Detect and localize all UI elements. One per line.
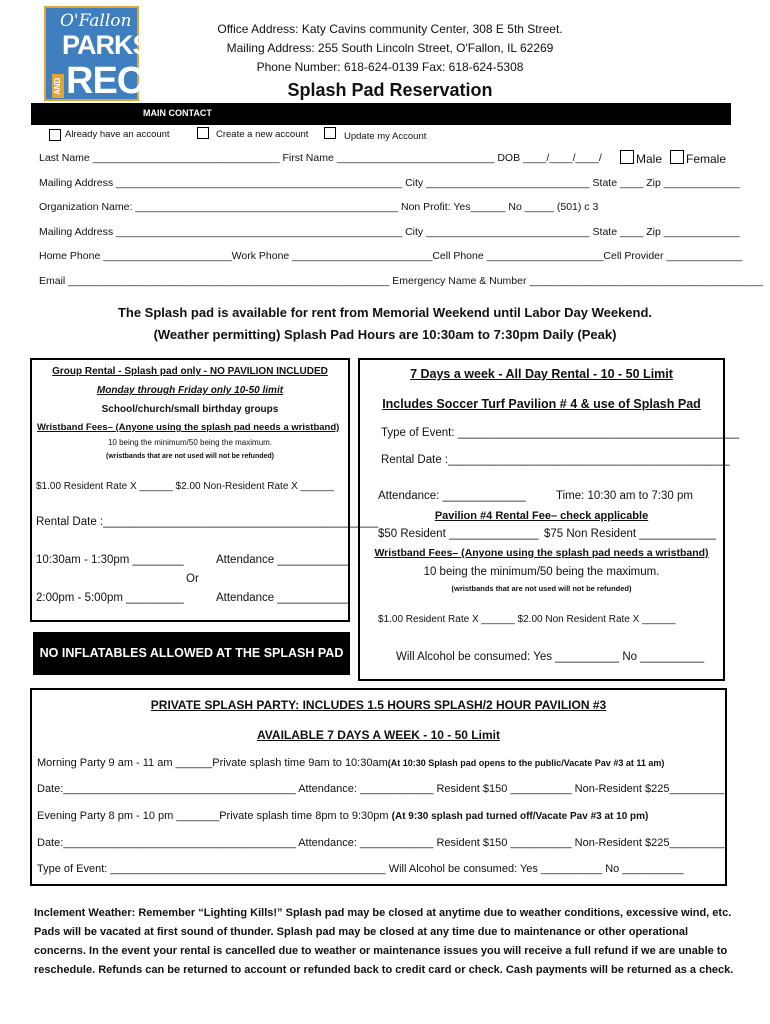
group-rental-heading: Group Rental - Splash pad only - NO PAVILION INCLUDED	[52, 366, 328, 377]
group-wristband-min-max: 10 being the minimum/50 being the maximum.	[107, 438, 273, 447]
page-title: Splash Pad Reservation	[287, 80, 493, 100]
inclement-weather-notice: Inclement Weather: Remember “Lighting Kills!” Splash pad may be closed at anytime due to weather conditions, excessive wind, etc. Pads will be vacated at first sound of thunder. Splash pad may be closed at any time due to maintenance or other operational concerns. In the event your rental is cancelled due to weather or maintenance issues you will receive a full refund if we are unable to reschedule. Refunds can be returned to account or refunded back to credit card or check. Cash payments will be returned as a check.	[34, 907, 734, 976]
availability-line-1: The Splash pad is available for rent from Memorial Weekend until Labor Day Weekend.	[117, 305, 653, 320]
private-type-alcohol-row[interactable]: Type of Event: _____________________________________________ Will Alcohol be consumed: Yes __________ No __________	[37, 863, 684, 875]
private-party-heading: PRIVATE SPLASH PARTY: INCLUDES 1.5 HOURS SPLASH/2 HOUR PAVILION #3	[150, 698, 607, 712]
all-day-time: Time: 10:30 am to 7:30 pm	[556, 490, 694, 502]
evening-party-row[interactable]	[37, 810, 648, 822]
morning-party-row[interactable]	[37, 757, 664, 769]
group-slot-2[interactable]: 2:00pm - 5:00pm _________	[36, 592, 184, 604]
name-dob-row[interactable]: Last Name ________________________________ First Name ___________________________ DOB ____/____/____/	[39, 152, 602, 164]
group-rental-groups: School/church/small birthday groups	[101, 404, 279, 415]
group-rate-row[interactable]: $1.00 Resident Rate X ______ $2.00 Non-Resident Rate X ______	[36, 481, 334, 492]
all-day-includes: Includes Soccer Turf Pavilion # 4 & use of Splash Pad	[382, 397, 701, 411]
mailing-address: Mailing Address: 255 South Lincoln Street, O'Fallon, IL 62269	[226, 41, 554, 55]
pavilion-fee-heading: Pavilion #4 Rental Fee– check applicable	[434, 510, 649, 522]
female-checkbox[interactable]	[670, 150, 684, 164]
evening-party-note: (At 9:30 splash pad turned off/Vacate Pav #3 at 10 pm)	[391, 811, 649, 822]
all-day-alcohol[interactable]: Will Alcohol be consumed: Yes __________ No __________	[396, 651, 705, 663]
all-day-type-of-event[interactable]: Type of Event: ____________________________________________	[381, 427, 740, 439]
logo-ofallon: O'Fallon	[60, 11, 132, 31]
availability-line-2: (Weather permitting) Splash Pad Hours are 10:30am to 7:30pm Daily (Peak)	[153, 327, 617, 342]
main-contact-label: MAIN CONTACT	[143, 108, 212, 118]
evening-date-row[interactable]: Date:______________________________________ Attendance: ____________ Resident $150 __________ Non-Resident $225_________	[37, 837, 725, 849]
morning-party-text: Morning Party 9 am - 11 am ______Private splash time 9am to 10:30am	[37, 757, 388, 769]
all-day-wristband-note: (wristbands that are not used will not be refunded)	[451, 584, 632, 593]
create-account-label: Create a new account	[216, 129, 309, 140]
mailing-address-row-1[interactable]: Mailing Address _________________________________________________ City ____________________________ State ____ Zip _____________	[39, 177, 740, 189]
private-party-availability: AVAILABLE 7 DAYS A WEEK - 10 - 50 Limit	[257, 728, 500, 742]
all-day-wristband-fees: Wristband Fees– (Anyone using the splash pad needs a wristband)	[374, 547, 709, 559]
office-address: Office Address: Katy Cavins community Center, 308 E 5th Street.	[217, 22, 563, 36]
group-slot-1[interactable]: 10:30am - 1:30pm ________	[36, 554, 184, 566]
male-checkbox[interactable]	[620, 150, 634, 164]
already-have-account-checkbox[interactable]	[49, 129, 61, 141]
phone-number: Phone Number: 618-624-0139 Fax: 618-624-5308	[256, 60, 524, 74]
evening-party-text: Evening Party 8 pm - 10 pm _______Private splash time 8pm to 9:30pm	[37, 810, 392, 822]
all-day-wristband-min-max: 10 being the minimum/50 being the maximum.	[423, 566, 660, 578]
create-account-checkbox[interactable]	[197, 127, 209, 139]
morning-party-note: (At 10:30 Splash pad opens to the public/Vacate Pav #3 at 11 am)	[387, 758, 665, 768]
pavilion-resident-fee[interactable]: $50 Resident ______________	[378, 528, 539, 540]
no-inflatables-banner: NO INFLATABLES ALLOWED AT THE SPLASH PAD	[33, 632, 350, 675]
logo-parks: PARKS	[62, 30, 150, 60]
update-account-label: Update my Account	[344, 131, 427, 142]
pavilion-nonresident-fee[interactable]: $75 Non Resident ____________	[544, 528, 717, 540]
mailing-address-row-2[interactable]: Mailing Address _________________________________________________ City ____________________________ State ____ Zip _____________	[39, 226, 740, 238]
logo-and: AND	[52, 74, 64, 98]
group-wristband-fees: Wristband Fees– (Anyone using the splash pad needs a wristband)	[37, 422, 340, 433]
organization-row[interactable]: Organization Name: _____________________________________________ Non Profit: Yes______ No _____ (501) c 3	[39, 201, 599, 213]
main-contact-bar	[31, 103, 731, 125]
female-label: Female	[686, 152, 727, 166]
already-have-account-label: Already have an account	[65, 129, 170, 140]
email-row[interactable]: Email _______________________________________________________ Emergency Name & Number ________________________________________	[39, 275, 763, 287]
morning-date-row[interactable]: Date:______________________________________ Attendance: ____________ Resident $150 __________ Non-Resident $225_________	[37, 783, 725, 795]
male-label: Male	[636, 152, 663, 166]
group-rental-date[interactable]: Rental Date :___________________________________________	[36, 516, 379, 528]
all-day-attendance[interactable]: Attendance: _____________	[378, 490, 526, 502]
group-attendance-1[interactable]: Attendance ___________	[216, 554, 348, 566]
all-day-heading: 7 Days a week - All Day Rental - 10 - 50 Limit	[410, 367, 673, 381]
update-account-checkbox[interactable]	[324, 127, 336, 139]
group-rental-days: Monday through Friday only 10-50 limit	[96, 385, 284, 396]
all-day-rental-date[interactable]: Rental Date :____________________________________________	[381, 454, 730, 466]
parks-rec-logo	[44, 6, 150, 102]
all-day-rate-row[interactable]: $1.00 Resident Rate X ______ $2.00 Non Resident Rate X ______	[378, 614, 676, 625]
group-wristband-note: (wristbands that are not used will not be refunded)	[105, 453, 274, 460]
group-attendance-2[interactable]: Attendance ___________	[216, 592, 348, 604]
group-or: Or	[186, 573, 199, 585]
logo-rec: REC	[66, 60, 144, 102]
phone-row[interactable]: Home Phone ______________________Work Phone ________________________Cell Phone ____________________Cell Provider _____________	[39, 250, 743, 262]
